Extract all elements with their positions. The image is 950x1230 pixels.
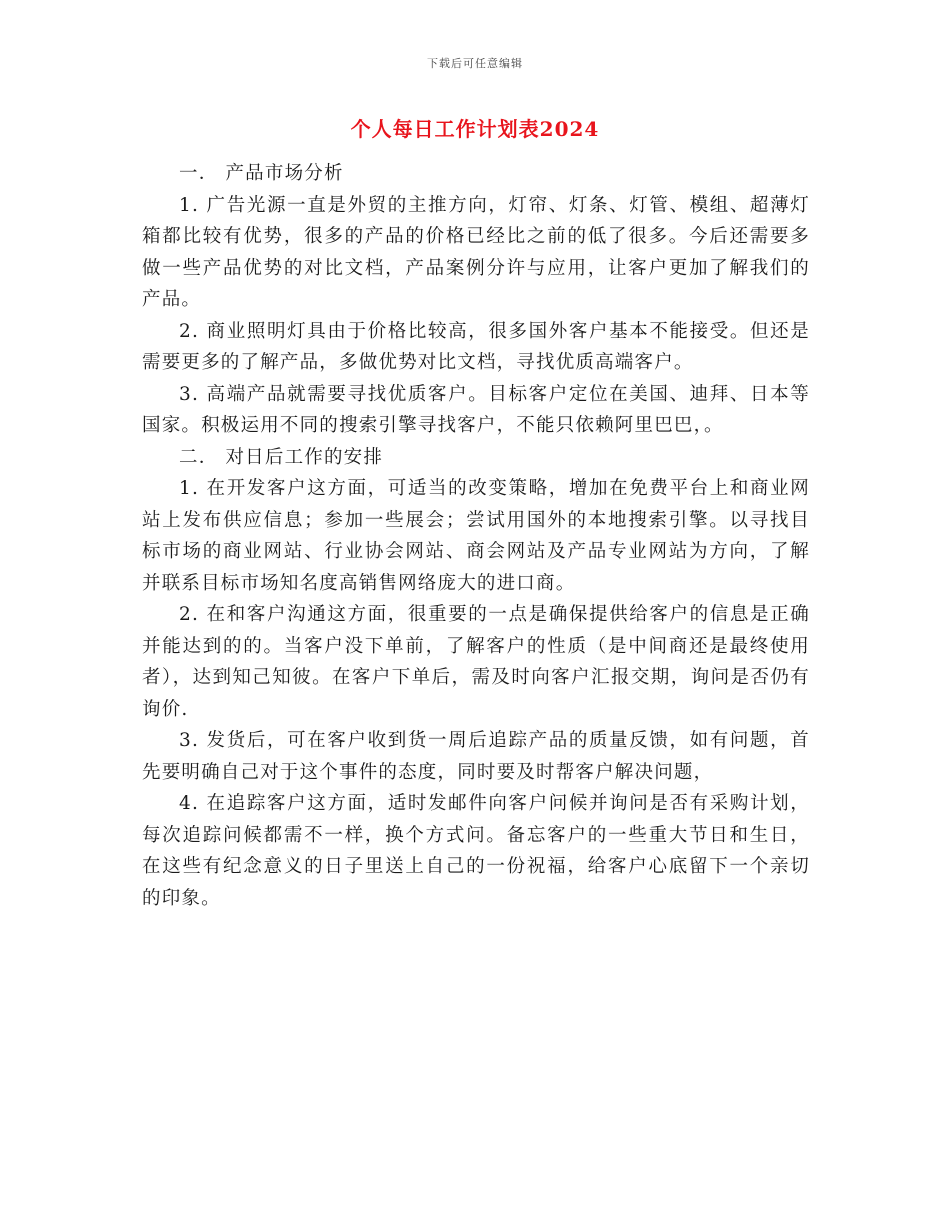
header-note: 下载后可任意编辑 <box>427 57 523 70</box>
document-title: 个人每日工作计划表2024 <box>350 117 600 141</box>
paragraph: 3. 发货后，可在客户收到货一周后追踪产品的质量反馈，如有问题，首先要明确自己对于这个事件的态度，同时要及时帮客户解决问题， <box>142 730 810 783</box>
section-heading: 一． 产品市场分析 <box>179 163 344 184</box>
paragraph: 1. 广告光源一直是外贸的主推方向，灯帘、灯条、灯管、模组、超薄灯箱都比较有优势，很多的产品的价格已经比之前的低了很多。今后还需要多做一些产品优势的对比文档，产品案例分许与应用，让客户更加了解我们的产品。 <box>142 194 810 310</box>
document-body <box>142 158 810 914</box>
paragraph: 2. 商业照明灯具由于价格比较高，很多国外客户基本不能接受。但还是需要更多的了解产品，多做优势对比文档，寻找优质高端客户。 <box>142 320 810 373</box>
paragraph: 3. 高端产品就需要寻找优质客户。目标客户定位在美国、迪拜、日本等国家。积极运用不同的搜索引擎寻找客户，不能只依赖阿里巴巴，。 <box>142 383 810 436</box>
paragraph: 2. 在和客户沟通这方面，很重要的一点是确保提供给客户的信息是正确并能达到的的。当客户没下单前，了解客户的性质（是中间商还是最终使用者），达到知己知彼。在客户下单后，需及时向客户汇报交期，询问是否仍有询价. <box>142 604 810 720</box>
paragraph: 4. 在追踪客户这方面，适时发邮件向客户问候并询问是否有采购计划，每次追踪问候都需不一样，换个方式问。备忘客户的一些重大节日和生日，在这些有纪念意义的日子里送上自己的一份祝福，给客户心底留下一个亲切的印象。 <box>142 793 810 909</box>
paragraph: 1. 在开发客户这方面，可适当的改变策略，增加在免费平台上和商业网站上发布供应信息；参加一些展会；尝试用国外的本地搜索引擎。以寻找目标市场的商业网站、行业协会网站、商会网站及产品专业网站为方向，了解并联系目标市场知名度高销售网络庞大的进口商。 <box>142 478 810 594</box>
section-heading: 二． 对日后工作的安排 <box>179 446 384 468</box>
